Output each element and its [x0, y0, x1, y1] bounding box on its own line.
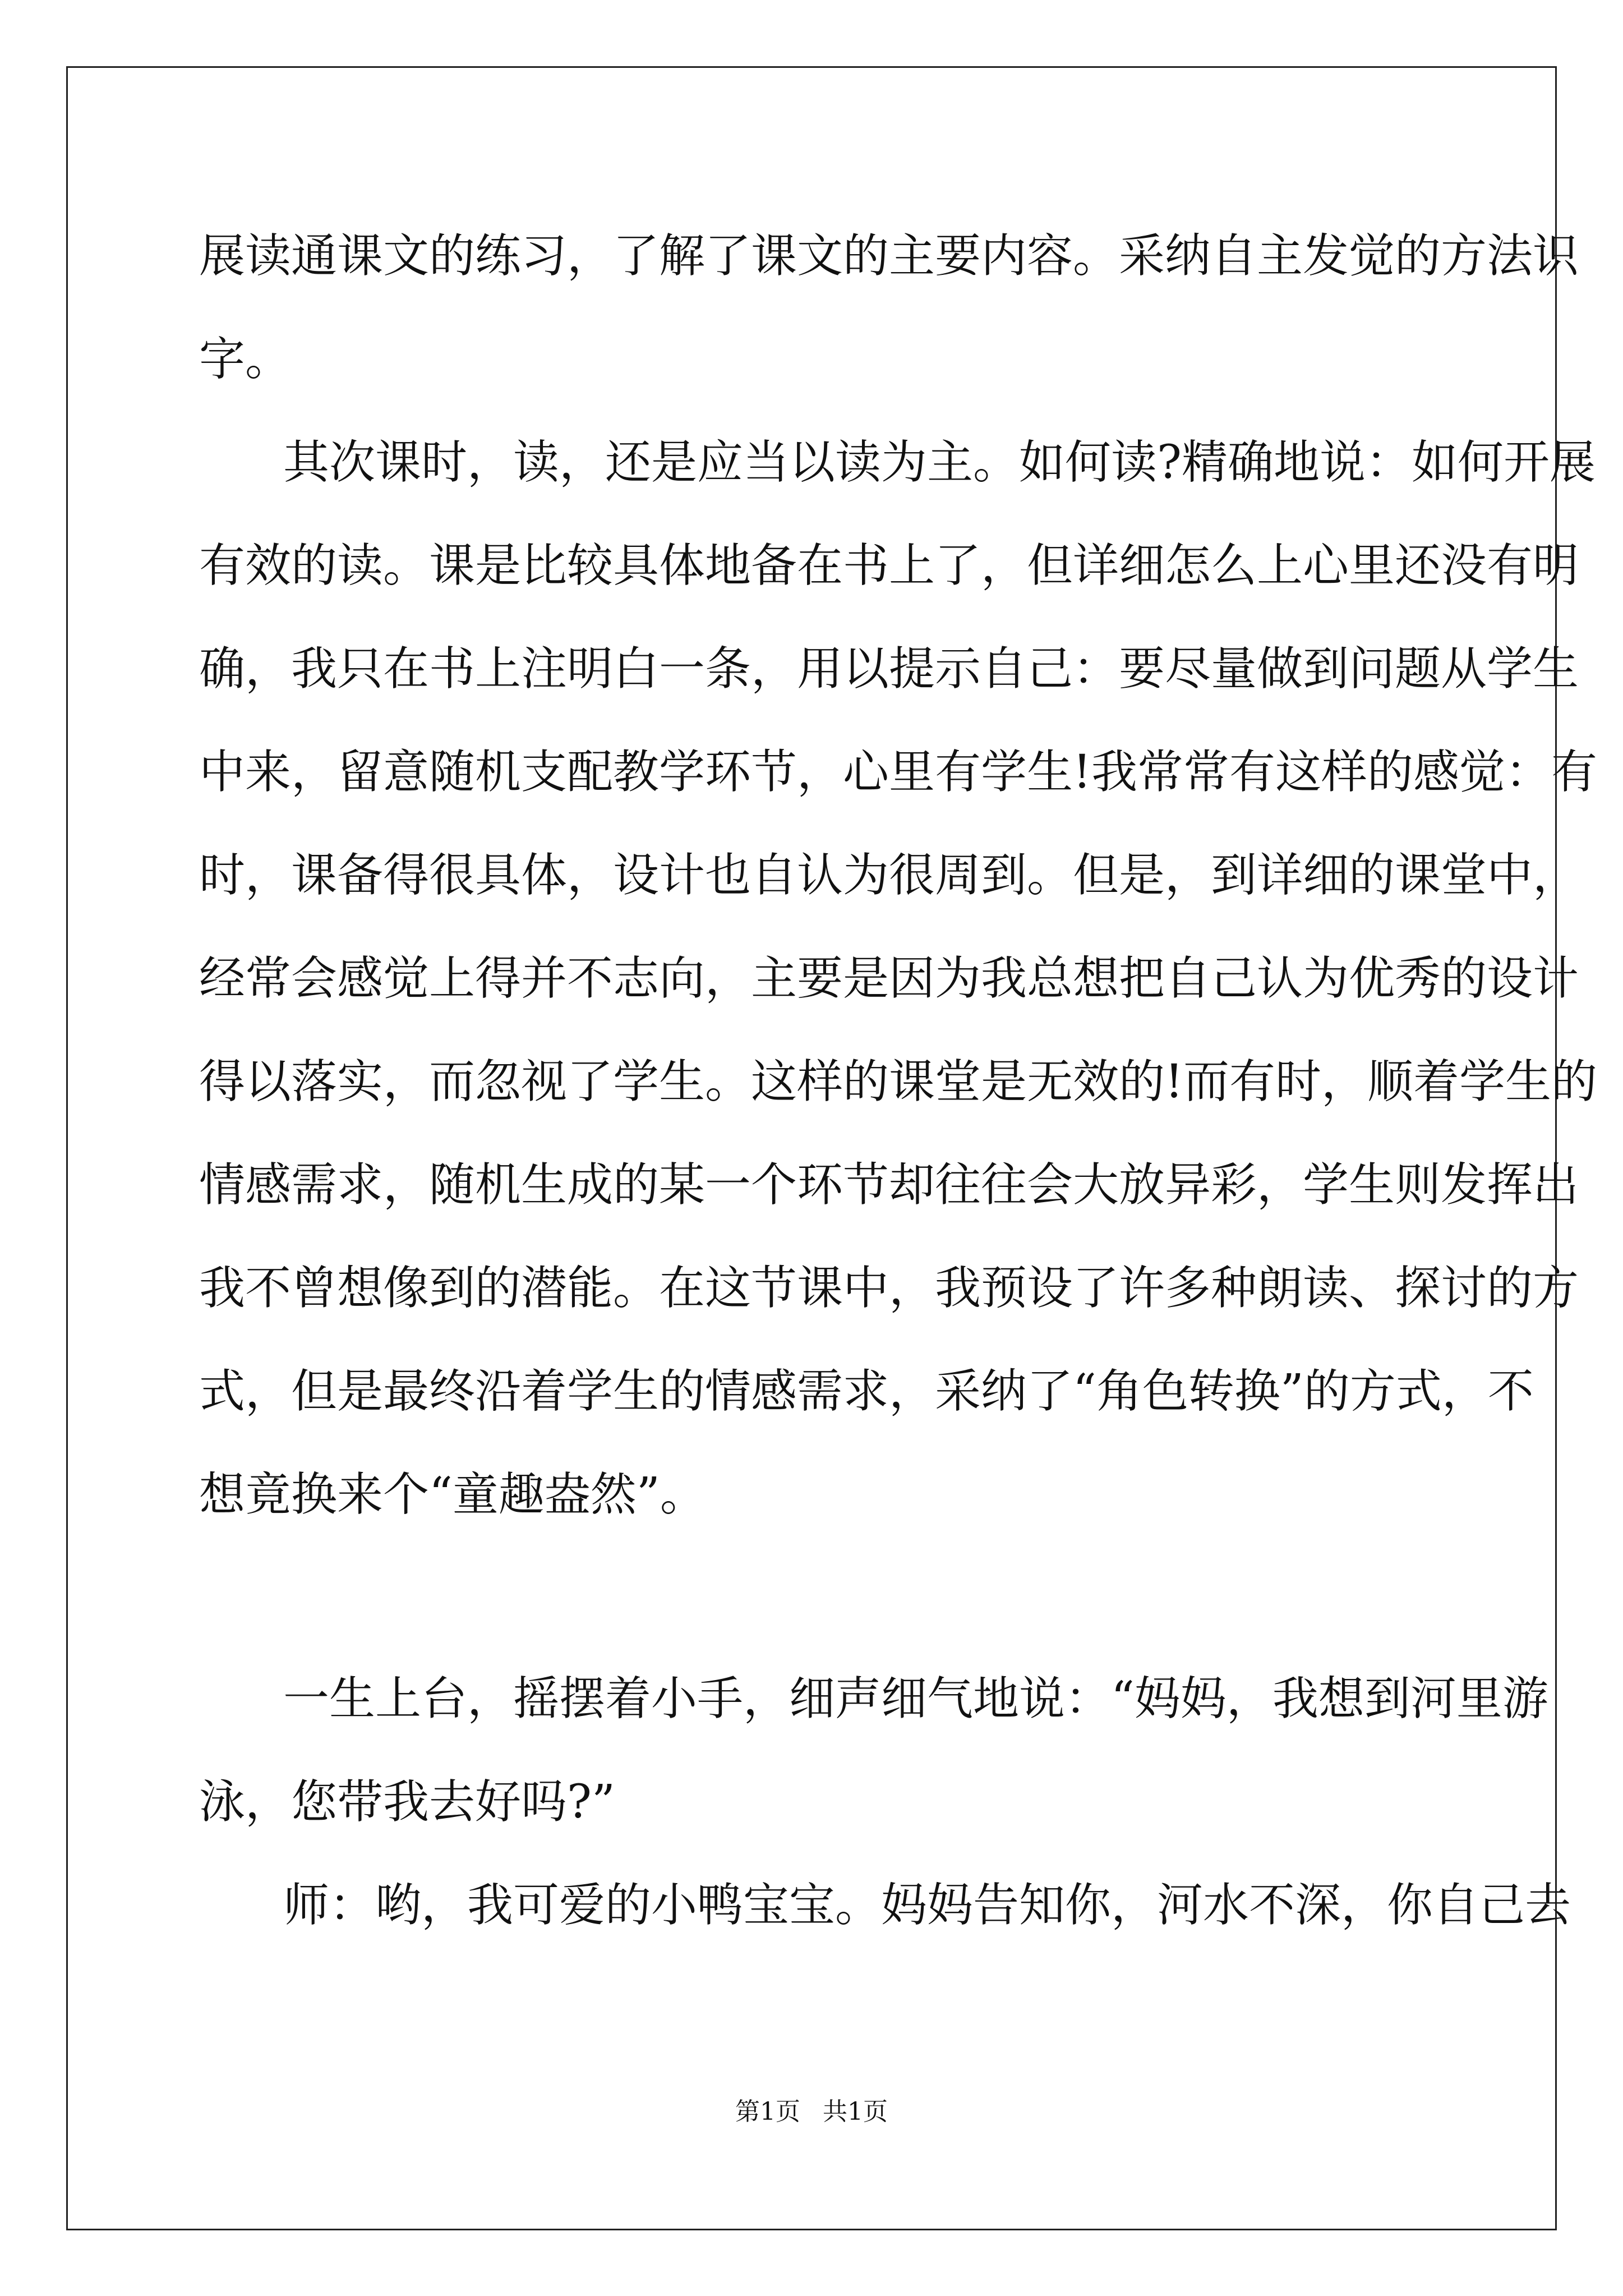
text-line: 情感需求，随机生成的某一个环节却往往会大放异彩，学生则发挥出 — [199, 1158, 1579, 1212]
page-footer — [0, 2095, 1623, 2129]
text-line: 时，课备得很具体，设计也自认为很周到。但是，到详细的课堂中， — [199, 849, 1579, 902]
text-line: 想竟换来个“童趣盎然”。 — [199, 1468, 706, 1521]
blank-line — [199, 1547, 1427, 1648]
text-line: 展读通课文的练习，了解了课文的主要内容。采纳自主发觉的方法识 — [199, 229, 1579, 283]
page-total: 共1页 — [823, 2097, 888, 2126]
text-line: 中来，留意随机支配教学环节，心里有学生!我常常有这样的感觉：有 — [199, 746, 1597, 799]
text-line: 泳，您带我去好吗?” — [199, 1775, 615, 1829]
page-number: 第1页 — [735, 2097, 800, 2126]
text-line: 我不曾想像到的潜能。在这节课中，我预设了许多种朗读、探讨的方 — [199, 1262, 1579, 1315]
text-line: 有效的读。课是比较具体地备在书上了，但详细怎么上心里还没有明 — [199, 539, 1579, 592]
text-line: 式，但是最终沿着学生的情感需求，采纳了“角色转换”的方式，不 — [199, 1365, 1534, 1418]
text-line: 得以落实，而忽视了学生。这样的课堂是无效的!而有时，顺着学生的 — [199, 1055, 1597, 1108]
paragraph-start-line: 师：哟，我可爱的小鸭宝宝。妈妈告知你，河水不深，你自己去 — [283, 1879, 1571, 1932]
text-line: 确，我只在书上注明白一条，用以提示自己：要尽量做到问题从学生 — [199, 642, 1579, 696]
paragraph-start-line: 其次课时，读，还是应当以读为主。如何读?精确地说：如何开展 — [283, 436, 1596, 489]
paragraph-start-line: 一生上台，摇摆着小手，细声细气地说：“妈妈，我想到河里游 — [283, 1672, 1548, 1726]
document-body — [199, 205, 1597, 1957]
text-line: 经常会感觉上得并不志向，主要是因为我总想把自己认为优秀的设计 — [199, 952, 1579, 1005]
text-line: 字。 — [199, 333, 292, 386]
